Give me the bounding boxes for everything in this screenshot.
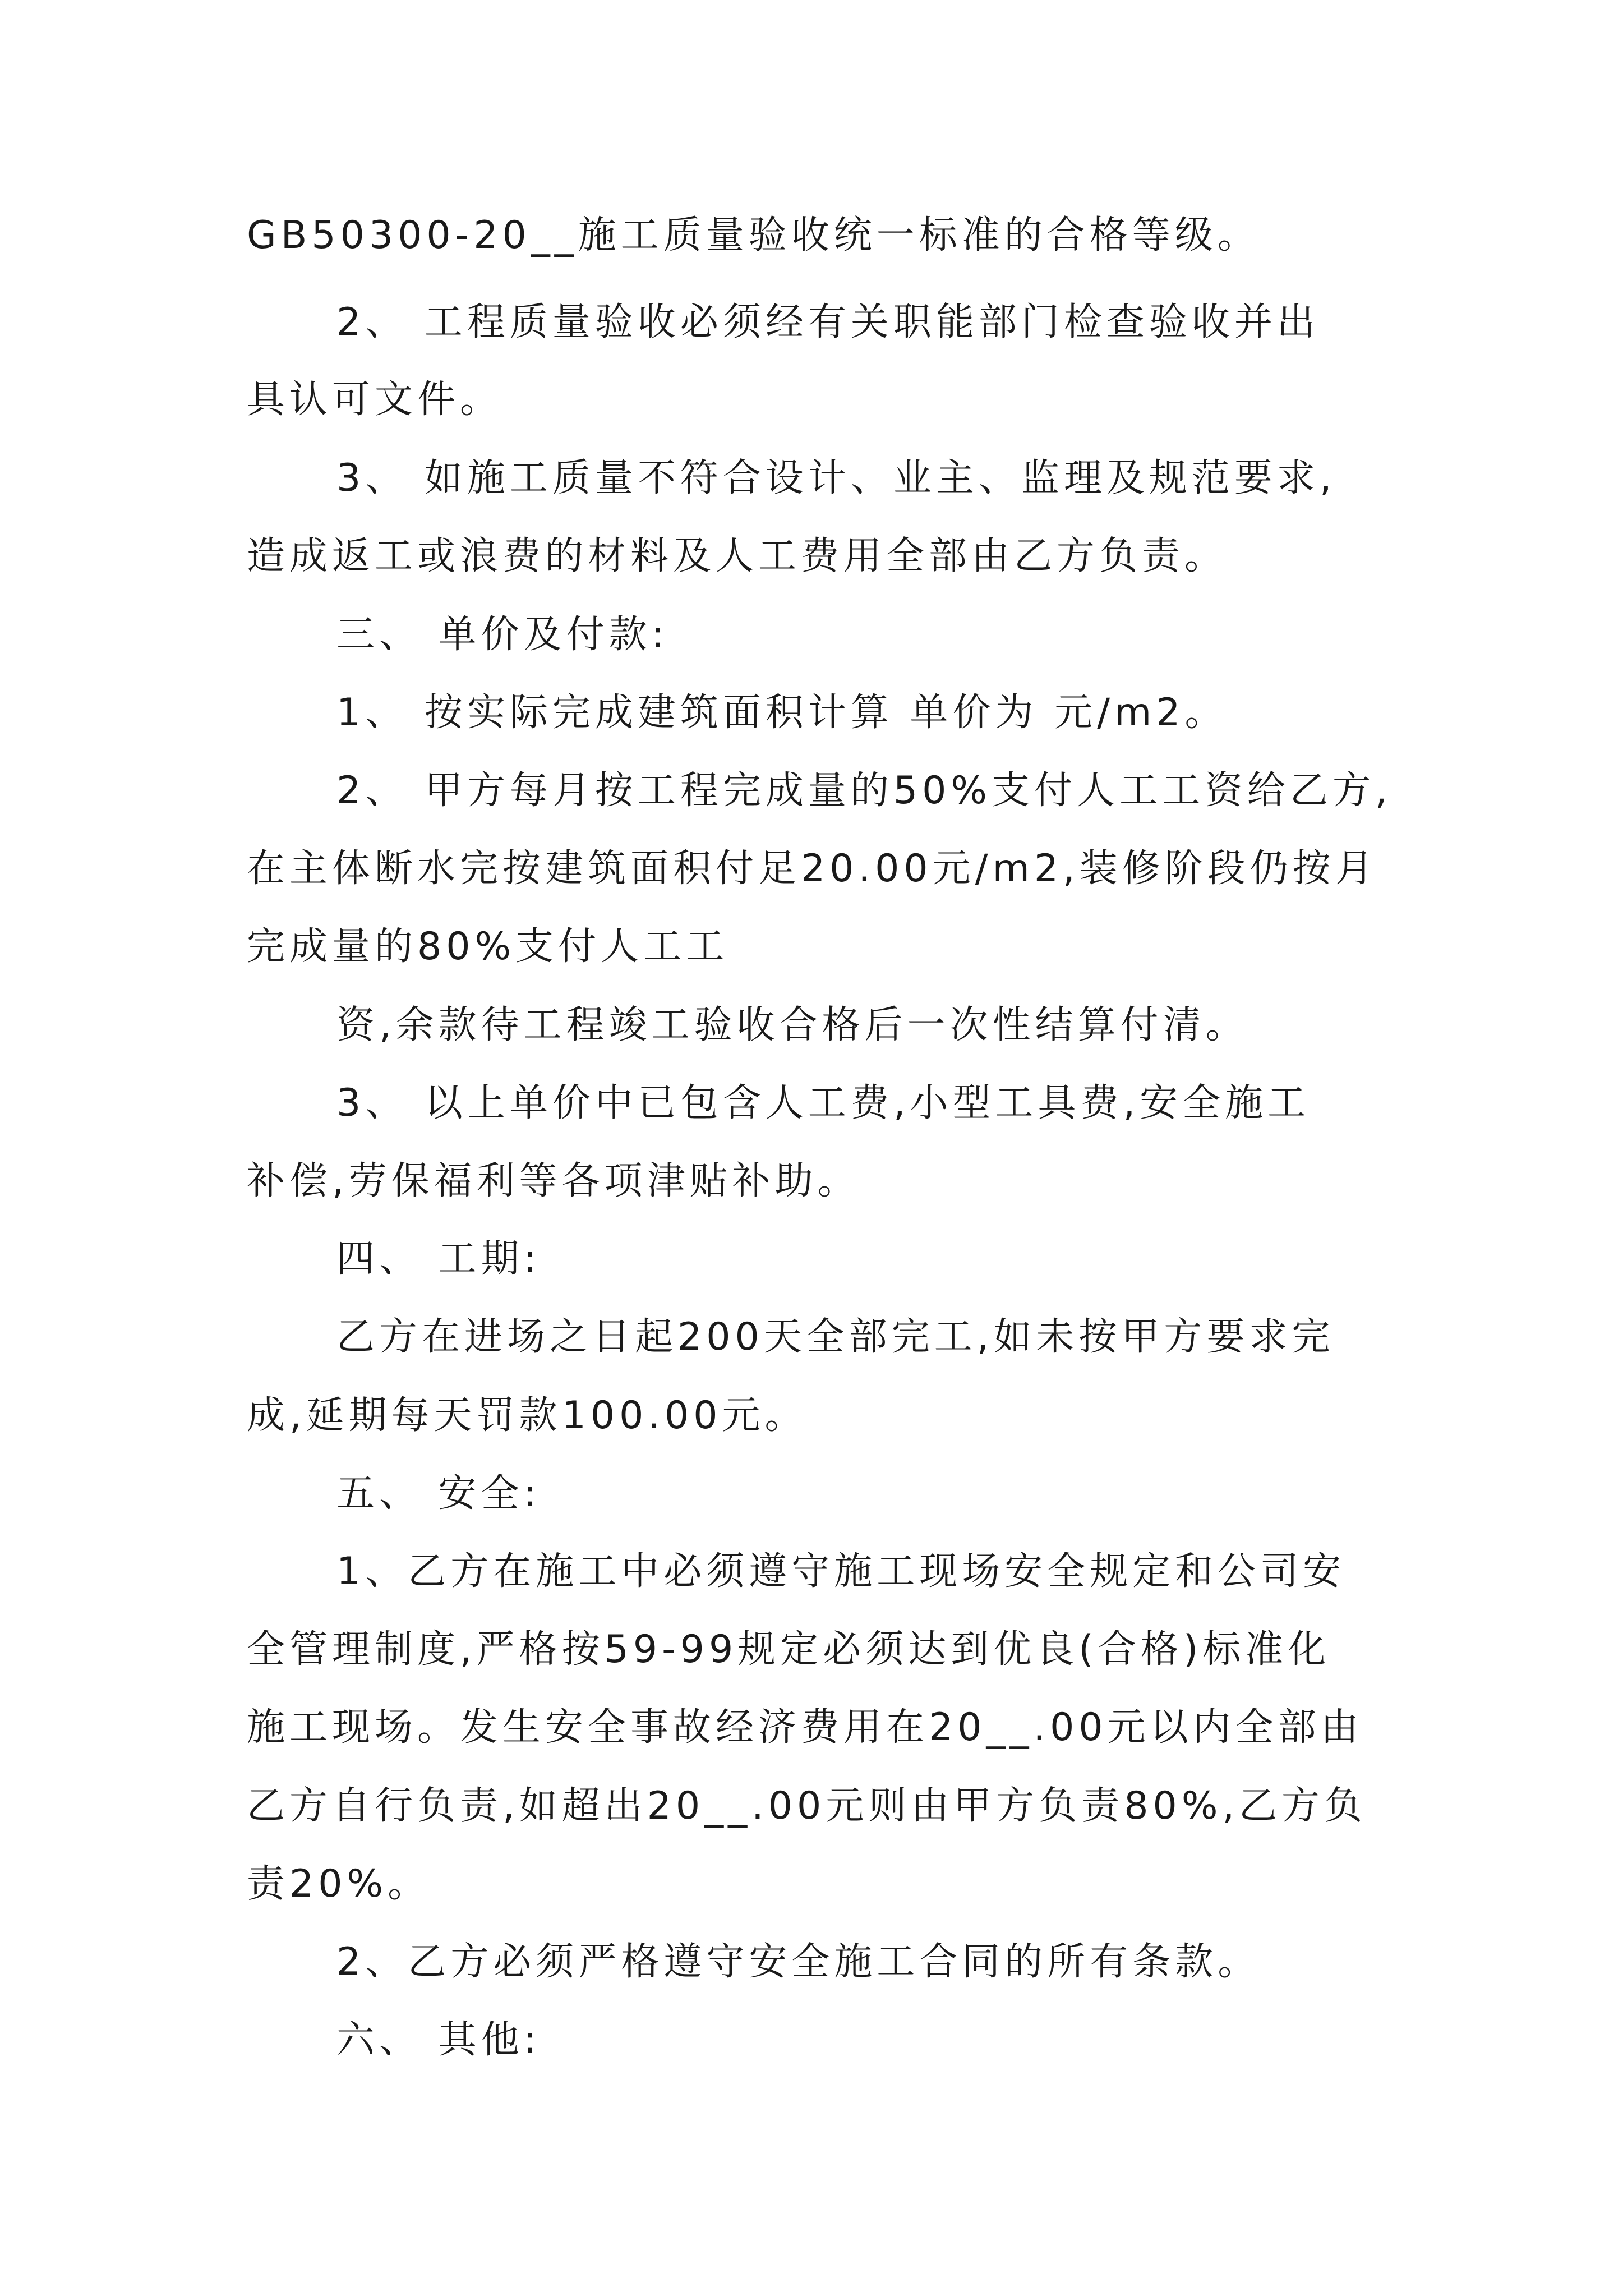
section-heading-other: 六、 其他: xyxy=(336,2018,541,2062)
text-line-11: 资,余款待工程竣工验收合格后一次性结算付清。 xyxy=(336,1003,1248,1047)
text-line-13: 补偿,劳保福利等各项津贴补助。 xyxy=(247,1159,860,1203)
section-heading-schedule: 四、 工期: xyxy=(336,1237,541,1281)
text-line-3: 具认可文件。 xyxy=(247,378,503,422)
text-line-4: 3、 如施工质量不符合设计、业主、监理及规范要求, xyxy=(336,456,1336,500)
text-line-22: 责20%。 xyxy=(247,1862,431,1906)
text-line-7: 1、 按实际完成建筑面积计算 单价为 元/m2。 xyxy=(336,691,1228,735)
section-heading-safety: 五、 安全: xyxy=(336,1471,541,1516)
text-line-16: 成,延期每天罚款100.00元。 xyxy=(247,1393,808,1438)
text-line-15: 乙方在进场之日起200天全部完工,如未按甲方要求完 xyxy=(336,1315,1335,1359)
text-line-10: 完成量的80%支付人工工 xyxy=(247,924,729,969)
text-line-23: 2、乙方必须严格遵守安全施工合同的所有条款。 xyxy=(336,1940,1261,1984)
text-line-9: 在主体断水完按建筑面积付足20.00元/m2,装修阶段仍按月 xyxy=(247,846,1378,891)
text-line-8: 2、 甲方每月按工程完成量的50%支付人工工资给乙方, xyxy=(336,769,1392,813)
text-line-12: 3、 以上单价中已包含人工费,小型工具费,安全施工 xyxy=(336,1081,1311,1125)
text-line-5: 造成返工或浪费的材料及人工费用全部由乙方负责。 xyxy=(247,534,1228,578)
text-line-20: 施工现场。发生安全事故经济费用在20__.00元以内全部由 xyxy=(247,1705,1363,1750)
text-line-19: 全管理制度,严格按59-99规定必须达到优良(合格)标准化 xyxy=(247,1627,1331,1672)
text-line-2: 2、 工程质量验收必须经有关职能部门检查验收并出 xyxy=(336,300,1320,344)
text-line-21: 乙方自行负责,如超出20__.00元则由甲方负责80%,乙方负 xyxy=(247,1784,1367,1828)
text-line-1: GB50300-20__施工质量验收统一标准的合格等级。 xyxy=(247,213,1260,257)
text-line-18: 1、乙方在施工中必须遵守施工现场安全规定和公司安 xyxy=(336,1549,1346,1594)
section-heading-price: 三、 单价及付款: xyxy=(336,613,669,657)
